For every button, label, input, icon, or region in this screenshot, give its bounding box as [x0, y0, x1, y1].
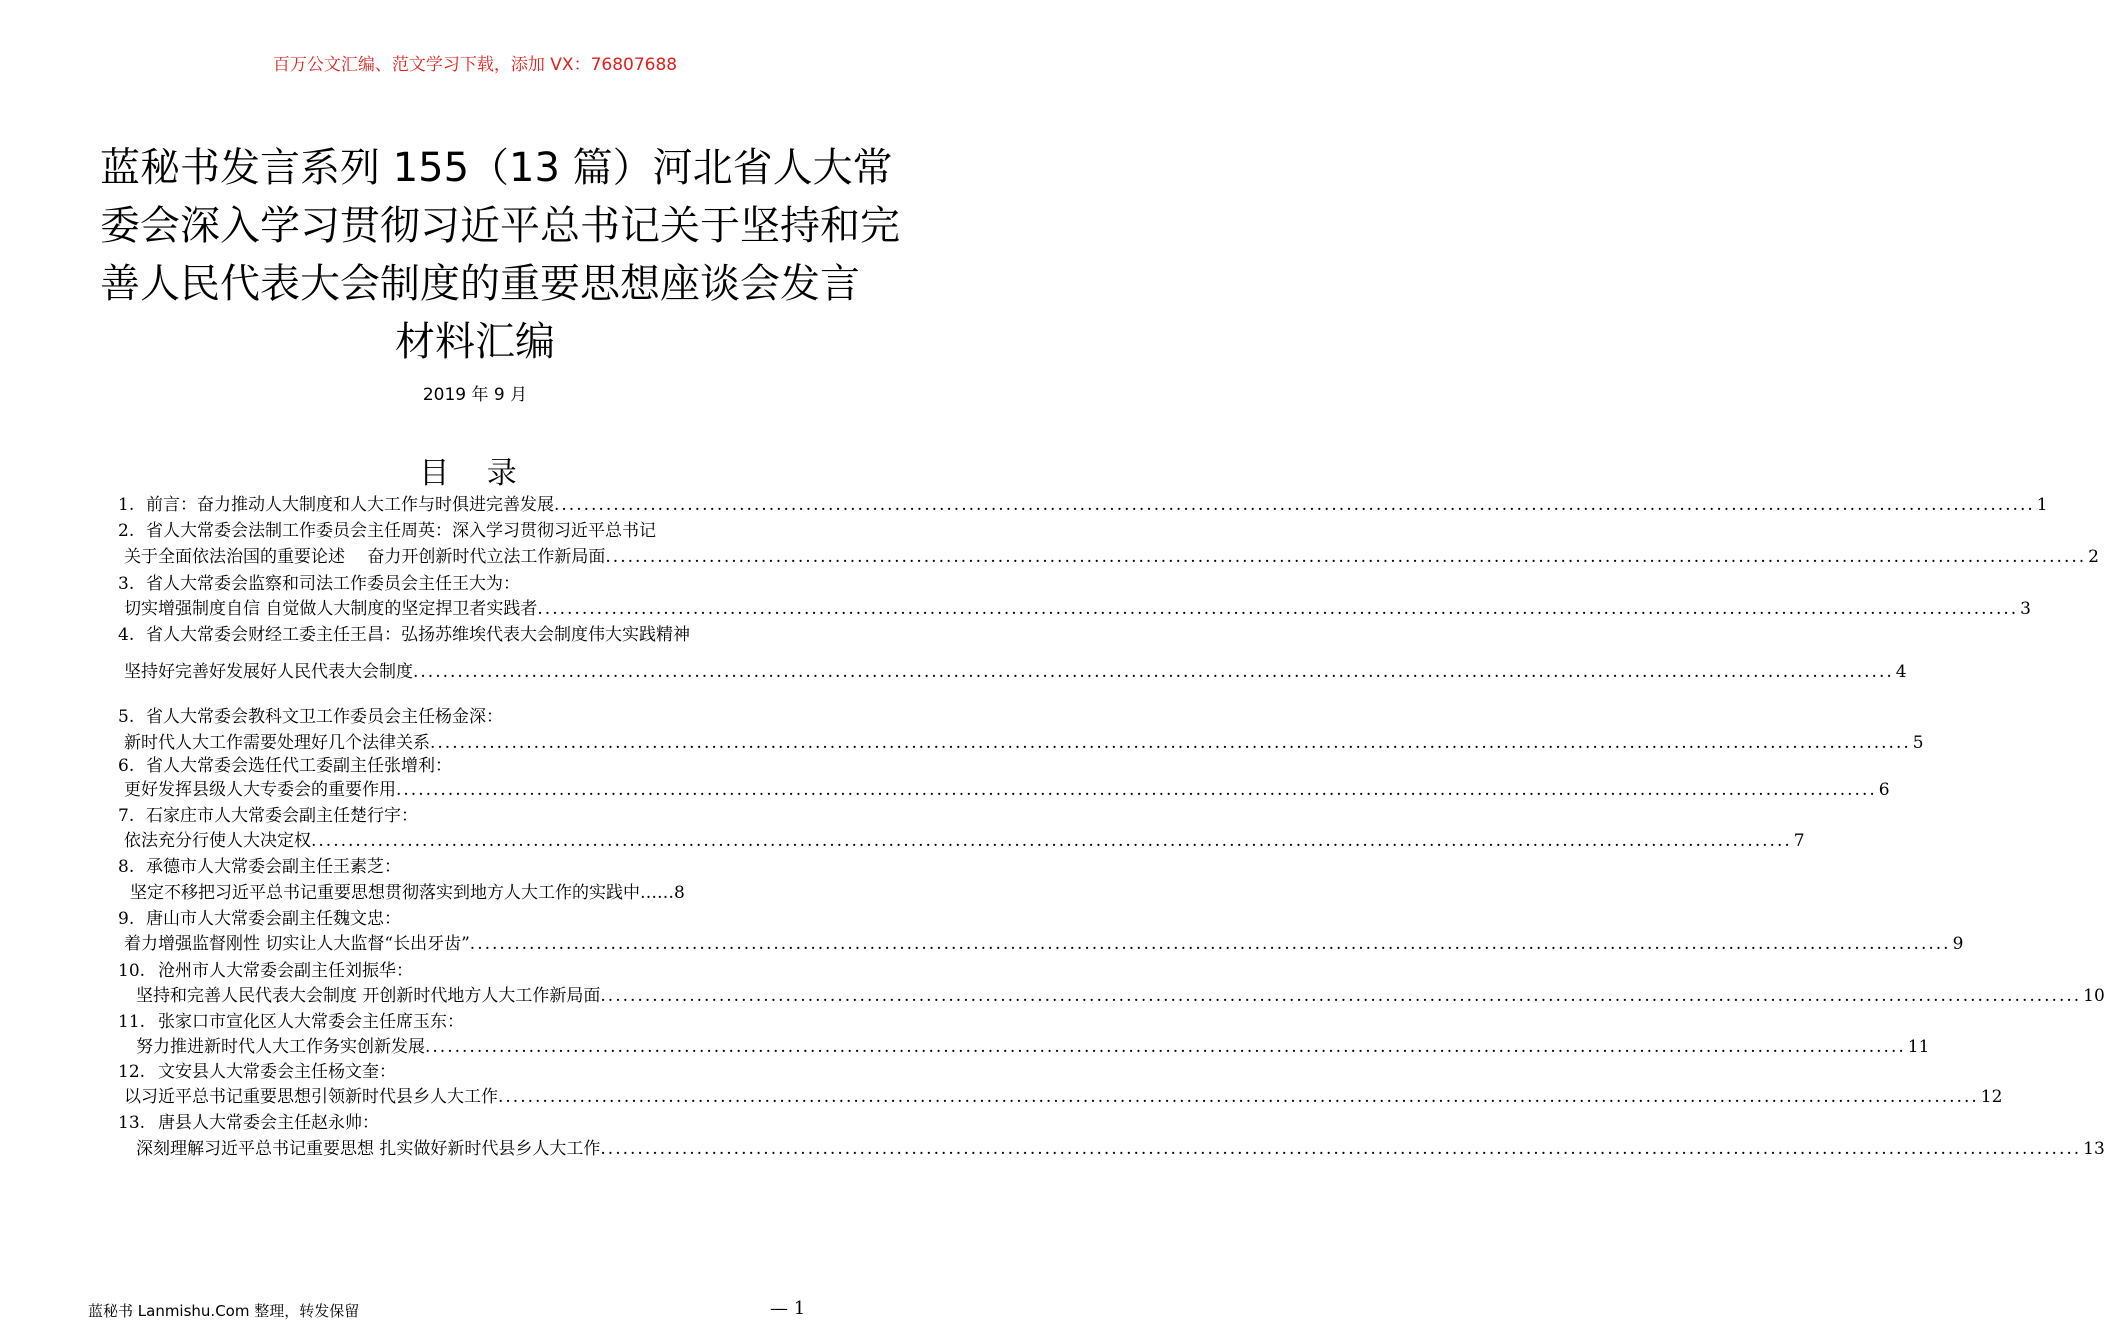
toc-dot-leader: ........................................................................................................................................................................................................: [605, 547, 2087, 567]
toc-item-continuation[interactable]: [124, 596, 2031, 622]
toc-dot-leader: ........................................................................................................................................................................................................: [311, 831, 1792, 851]
toc-item-text: 更好发挥县级人大专委会的重要作用: [124, 780, 396, 800]
toc-page-number: 10: [2083, 986, 2105, 1006]
toc-heading: 目 录: [419, 456, 531, 491]
toc-item-number: 6.: [118, 756, 135, 776]
toc-item-text: 文安县人大常委会主任杨文奎：: [158, 1062, 396, 1082]
toc-page-number: 6: [1878, 780, 1890, 800]
toc-item-number: 7.: [118, 806, 135, 826]
toc-item-text: 深刻理解习近平总书记重要思想 扎实做好新时代县乡人大工作: [136, 1139, 601, 1159]
toc-page-number: 11: [1907, 1037, 1930, 1057]
toc-dot-leader: ........................................................................................................................................................................................................: [554, 495, 2035, 515]
toc-page-number: 3: [2020, 599, 2031, 619]
toc-item-continuation[interactable]: [124, 659, 1907, 685]
toc-page-number: 4: [1895, 662, 1907, 682]
title-line-3: 善人民代表大会制度的重要思想座谈会发言: [100, 260, 860, 307]
toc-item-continuation[interactable]: [124, 828, 1805, 854]
toc-page-number: 9: [1952, 934, 1964, 954]
toc-item-line[interactable]: [146, 906, 860, 932]
toc-item-continuation[interactable]: [124, 931, 1964, 957]
toc-item-text: 沧州市人大常委会副主任刘振华：: [158, 961, 413, 981]
toc-item-text: 关于全面依法治国的重要论述 奋力开创新时代立法工作新局面: [124, 547, 606, 567]
toc-item-line[interactable]: [146, 803, 860, 829]
toc-item-text: 省人大常委会法制工作委员会主任周英：深入学习贯彻习近平总书记: [146, 521, 656, 541]
toc-page-number: 13: [2083, 1139, 2105, 1159]
toc-item-number: 11.: [118, 1012, 146, 1032]
toc-dot-leader: ........................................................................................................................................................................................................: [600, 986, 2082, 1006]
toc-item-continuation[interactable]: [136, 1136, 2105, 1162]
toc-item-line[interactable]: [158, 1110, 860, 1136]
toc-item-line[interactable]: [146, 622, 860, 648]
toc-item-number: 13.: [118, 1113, 146, 1133]
toc-dot-leader: ........................................................................................................................................................................................................: [469, 934, 1951, 954]
toc-item-line[interactable]: [158, 1009, 860, 1035]
toc-item-line[interactable]: [146, 704, 860, 730]
toc-page-number: 7: [1793, 831, 1805, 851]
promo-banner: 百万公文汇编、范文学习下载，添加 VX：76807688: [272, 55, 678, 75]
toc-dot-leader: ........................................................................................................................................................................................................: [396, 780, 1877, 800]
title-line-1: 蓝秘书发言系列 155（13 篇）河北省人大常: [100, 144, 893, 191]
toc-page-number: 2: [2088, 547, 2099, 567]
toc-item-number: 3.: [118, 574, 135, 594]
toc-item-text: 唐山市人大常委会副主任魏文忠：: [146, 909, 401, 929]
toc-item-continuation[interactable]: [136, 1034, 1930, 1060]
toc-item-text: 切实增强制度自信 自觉做人大制度的坚定捍卫者实践者: [124, 599, 538, 619]
toc-dot-leader: ........................................................................................................................................................................................................: [413, 662, 1894, 682]
toc-page-number: 12: [1980, 1087, 2003, 1107]
toc-item-text: 依法充分行使人大决定权: [124, 831, 311, 851]
toc-dot-leader: ........................................................................................................................................................................................................: [430, 733, 1911, 753]
toc-item-text: 坚持好完善好发展好人民代表大会制度: [124, 662, 413, 682]
toc-item-text: 省人大常委会教科文卫工作委员会主任杨金深：: [146, 707, 503, 727]
toc-item-text: 石家庄市人大常委会副主任楚行宇：: [146, 806, 418, 826]
toc-item-continuation[interactable]: [136, 983, 2105, 1009]
toc-item-line[interactable]: [146, 571, 860, 597]
toc-item-text: 以习近平总书记重要思想引领新时代县乡人大工作: [124, 1087, 498, 1107]
title-line-4: 材料汇编: [395, 318, 555, 365]
toc-item-text: 着力增强监督刚性 切实让人大监督“长出牙齿”: [124, 934, 470, 954]
toc-item-line[interactable]: [158, 1059, 860, 1085]
toc-item-text: 省人大常委会选任代工委副主任张增利：: [146, 756, 452, 776]
toc-item-line[interactable]: [158, 958, 860, 984]
toc-item-text: 坚定不移把习近平总书记重要思想贯彻落实到地方人大工作的实践中……8: [130, 883, 685, 903]
toc-item-continuation[interactable]: [130, 880, 860, 906]
toc-item-line[interactable]: [146, 854, 860, 880]
toc-item-continuation[interactable]: [124, 777, 1890, 803]
toc-page-number: 1: [2036, 495, 2048, 515]
toc-item-text: 新时代人大工作需要处理好几个法律关系: [124, 733, 430, 753]
toc-item-number: 8.: [118, 857, 135, 877]
toc-dot-leader: ........................................................................................................................................................................................................: [498, 1087, 1979, 1107]
toc-item-text: 省人大常委会监察和司法工作委员会主任王大为：: [146, 574, 520, 594]
toc-item-text: 坚持和完善人民代表大会制度 开创新时代地方人大工作新局面: [136, 986, 601, 1006]
toc-item-text: 唐县人大常委会主任赵永帅：: [158, 1113, 379, 1133]
toc-item-number: 12.: [118, 1062, 146, 1082]
toc-dot-leader: ........................................................................................................................................................................................................: [537, 599, 2019, 619]
toc-item-line[interactable]: [146, 753, 860, 779]
toc-item-number: 10.: [118, 961, 146, 981]
toc-page-number: 5: [1912, 733, 1924, 753]
document-date: 2019 年 9 月: [422, 385, 528, 405]
toc-item-number: 5.: [118, 707, 135, 727]
footer-credit: 蓝秘书 Lanmishu.Com 整理，转发保留: [88, 1302, 360, 1320]
toc-dot-leader: ........................................................................................................................................................................................................: [425, 1037, 1906, 1057]
toc-item-text: 前言：奋力推动人大制度和人大工作与时俱进完善发展: [146, 495, 554, 515]
toc-item-number: 4.: [118, 625, 135, 645]
toc-item-line[interactable]: [146, 518, 860, 544]
toc-item-number: 9.: [118, 909, 135, 929]
toc-item-text: 省人大常委会财经工委主任王昌：弘扬苏维埃代表大会制度伟大实践精神: [146, 625, 690, 645]
toc-item-continuation[interactable]: [124, 1084, 2003, 1110]
toc-item-text: 努力推进新时代人大工作务实创新发展: [136, 1037, 425, 1057]
toc-item-text: 承德市人大常委会副主任王素芝：: [146, 857, 401, 877]
page-number: — 1: [770, 1298, 806, 1319]
title-line-2: 委会深入学习贯彻习近平总书记关于坚持和完: [100, 202, 900, 249]
toc-item-number: 2.: [118, 521, 135, 541]
toc-dot-leader: ........................................................................................................................................................................................................: [600, 1139, 2082, 1159]
toc-item-text: 张家口市宣化区人大常委会主任席玉东：: [158, 1012, 464, 1032]
toc-item-continuation[interactable]: [124, 544, 2099, 570]
toc-item-number: 1.: [118, 495, 135, 515]
toc-item-line[interactable]: [146, 492, 2048, 518]
